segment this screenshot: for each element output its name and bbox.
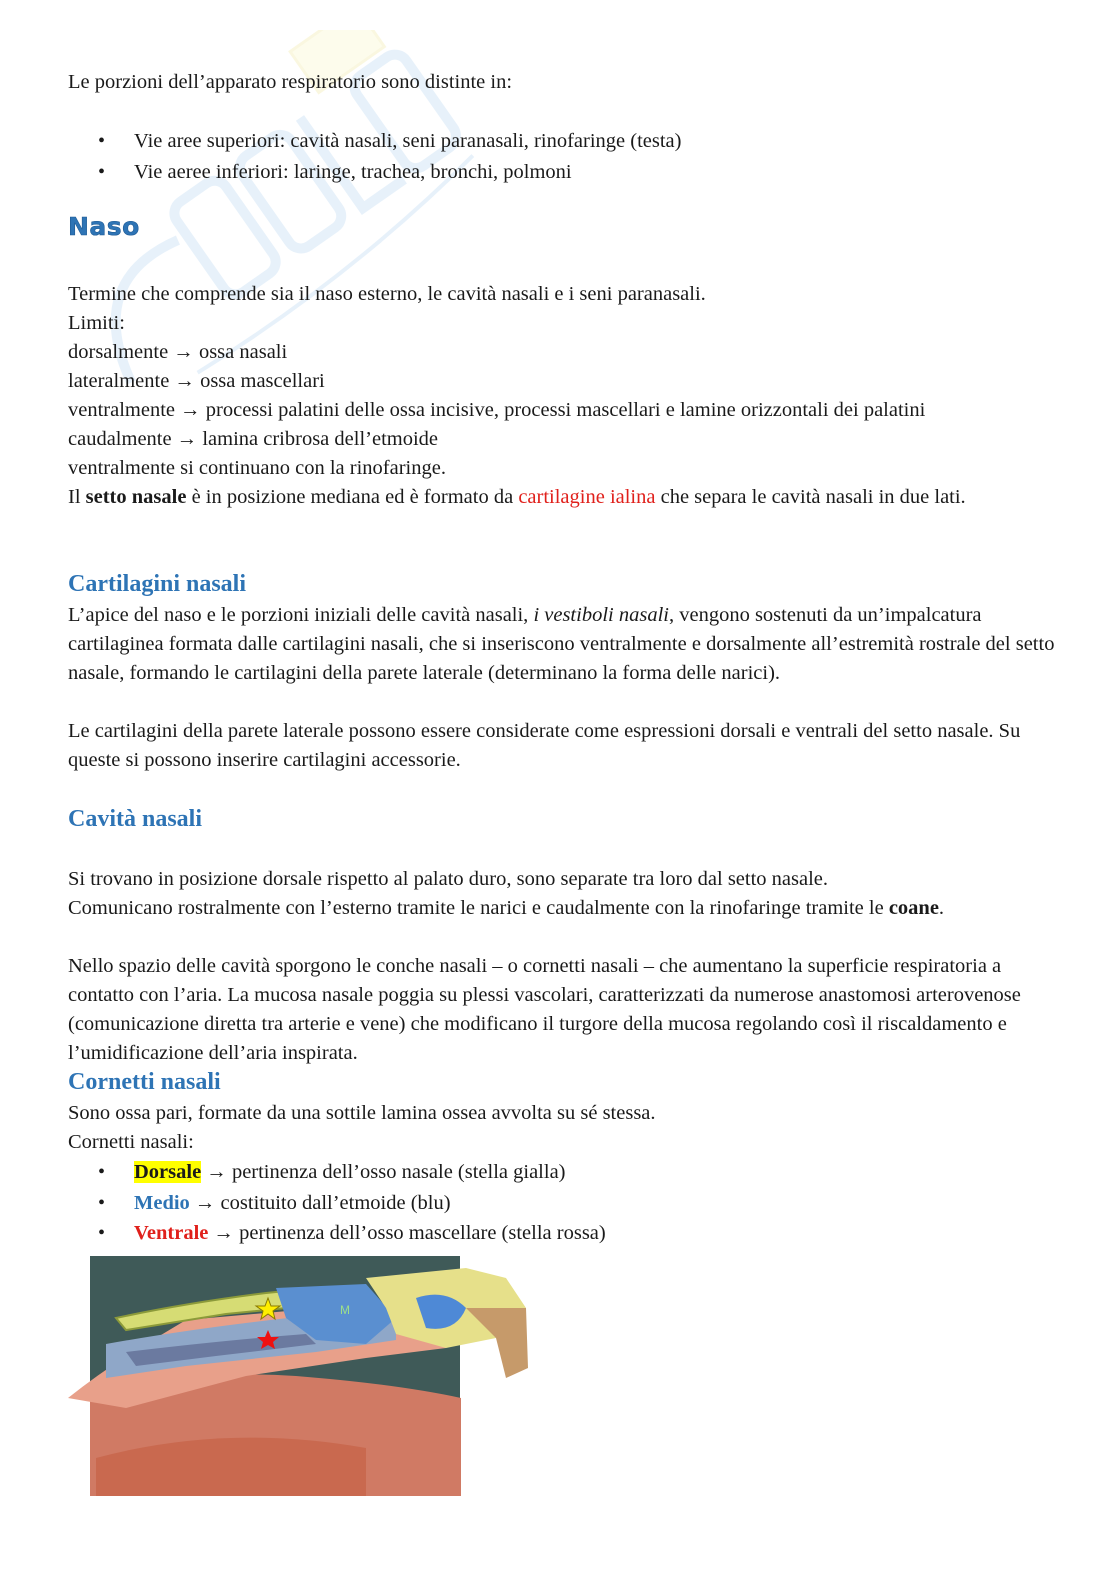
- cavita-paragraph-2: Comunicano rostralmente con l’esterno tramite le narici e caudalmente con la rinofaringe tramite le coane.: [68, 897, 945, 919]
- cornetti-description: Sono ossa pari, formate da una sottile lamina ossea avvolta su sé stessa.: [68, 1102, 656, 1124]
- section-heading-cornetti: Cornetti nasali: [68, 1069, 221, 1095]
- vie-list: [68, 126, 681, 187]
- arrow-icon: →: [174, 370, 195, 392]
- list-item: • Ventrale → pertinenza dell’osso mascellare (stella rossa): [68, 1218, 606, 1249]
- section-heading-cartilagini: Cartilagini nasali: [68, 571, 247, 597]
- continuano-text: ventralmente si continuano con la rinofaringe.: [68, 457, 446, 479]
- arrow-icon: →: [213, 1222, 235, 1244]
- nasal-cavity-figure: [66, 1248, 528, 1496]
- limite-direction: caudalmente: [68, 428, 172, 450]
- section-heading-naso: Naso: [68, 212, 140, 241]
- limite-direction: ventralmente: [68, 399, 176, 421]
- setto-term: setto nasale: [85, 486, 187, 508]
- cornetti-list: [68, 1157, 606, 1249]
- vestiboli-term: i vestiboli nasali: [533, 604, 669, 626]
- limite-text: ossa nasali: [198, 341, 288, 363]
- list-item: • Dorsale → pertinenza dell’osso nasale (stella gialla): [68, 1157, 606, 1188]
- cavita-paragraph-1: Si trovano in posizione dorsale rispetto al palato duro, sono separate tra loro dal setto nasale.: [68, 868, 829, 890]
- limite-text: processi palatini delle ossa incisive, processi mascellari e lamine orizzontali dei palatini: [205, 399, 926, 421]
- arrow-icon: →: [194, 1191, 216, 1214]
- arrow-icon: →: [180, 399, 201, 421]
- coane-term: coane: [888, 897, 939, 919]
- cartilagine-term: cartilagine ialina: [518, 486, 656, 508]
- figure-label-m: M: [340, 1303, 350, 1317]
- list-item: • Medio → costituito dall’etmoide (blu): [68, 1188, 606, 1219]
- limite-row: [68, 396, 925, 425]
- cornetto-ventrale: Ventrale: [134, 1222, 209, 1244]
- limite-text: lamina cribrosa dell’etmoide: [202, 428, 439, 450]
- naso-description: Termine che comprende sia il naso esterno, le cavità nasali e i seni paranasali.: [68, 283, 706, 305]
- limiti-label: Limiti:: [68, 312, 125, 334]
- setto-paragraph: Il setto nasale è in posizione mediana ed è formato da cartilagine ialina che separa le cavità nasali in due lati.: [68, 486, 966, 508]
- cartilagini-paragraph: L’apice del naso e le porzioni iniziali delle cavità nasali, i vestiboli nasali, vengono sostenuti da un’impalcatura cartilaginea formata dalle cartilagini nasali, che si inseriscono ventralmente e dorsalmente all’estremità rostrale del setto nasale, formando le cartilagini della parete laterale (determinano la forma delle narici).: [68, 604, 1055, 684]
- limite-direction: lateralmente: [68, 370, 170, 392]
- intro-text: Le porzioni dell’apparato respiratorio sono distinte in:: [68, 71, 513, 93]
- cornetto-dorsale: Dorsale: [134, 1161, 202, 1183]
- limite-text: ossa mascellari: [200, 370, 325, 392]
- cartilagini-paragraph-2: Le cartilagini della parete laterale possono essere considerate come espressioni dorsali e ventrali del setto nasale. Su queste si possono inserire cartilagini accessorie.: [68, 720, 1021, 771]
- cornetti-label: Cornetti nasali:: [68, 1131, 194, 1153]
- arrow-icon: →: [206, 1161, 227, 1183]
- limite-direction: dorsalmente: [68, 341, 169, 363]
- limite-row: [68, 367, 325, 396]
- list-item: • Vie aree superiori: cavità nasali, seni paranasali, rinofaringe (testa): [68, 126, 681, 157]
- arrow-icon: →: [173, 341, 194, 363]
- limite-row: [68, 338, 287, 367]
- limite-row: [68, 425, 438, 454]
- list-item: • Vie aeree inferiori: laringe, trachea, bronchi, polmoni: [68, 157, 681, 188]
- arrow-icon: →: [176, 428, 198, 450]
- cornetto-medio: Medio: [134, 1191, 190, 1214]
- cavita-paragraph-3: Nello spazio delle cavità sporgono le conche nasali – o cornetti nasali – che aumentano la superficie respiratoria a contatto con l’aria. La mucosa nasale poggia su plessi vascolari, caratterizzati da numerose anastomosi arterovenose (comunicazione diretta tra arterie e vene) che modificano il turgore della mucosa regolando così il riscaldamento e l’umidificazione dell’aria inspirata.: [68, 955, 1021, 1064]
- section-heading-cavita: Cavità nasali: [68, 806, 203, 832]
